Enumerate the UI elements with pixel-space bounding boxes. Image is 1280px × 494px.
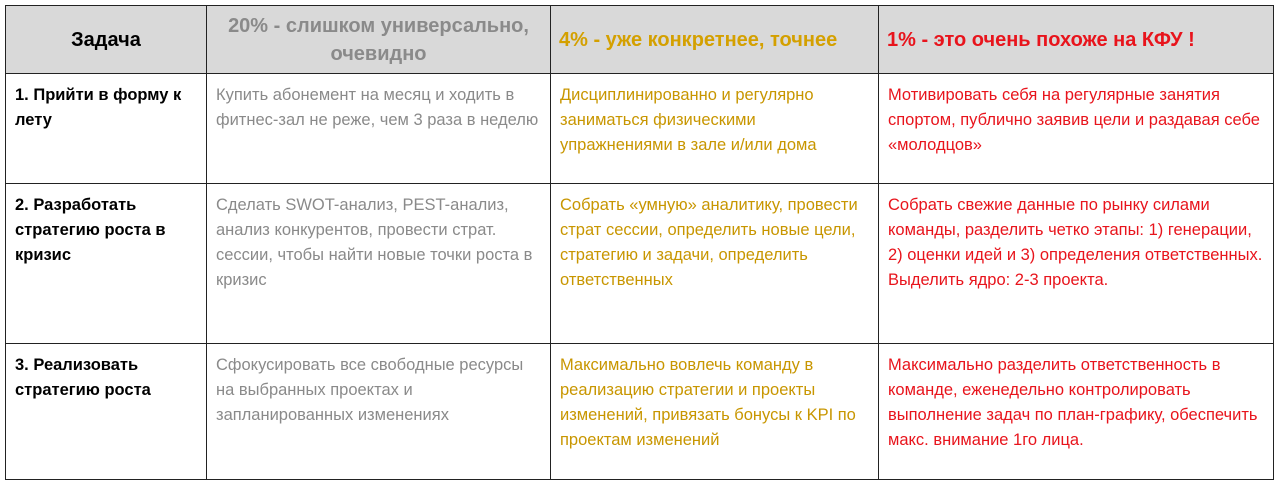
cell-4-percent: Максимально вовлечь команду в реализацию стратегии и проекты изменений, привязать бонусы к KPI по проектам изменений [551,344,879,480]
header-4-percent: 4% - уже конкретнее, точнее [551,6,879,74]
comparison-table-container [5,5,1273,484]
task-cell: 2. Разработать стратегию роста в кризис [6,184,207,344]
table-row [6,74,1274,184]
comparison-table [5,5,1274,480]
table-row [6,344,1274,480]
task-cell: 3. Реализовать стратегию роста [6,344,207,480]
cell-20-percent: Сделать SWOT-анализ, PEST-анализ, анализ конкурентов, провести страт. сессии, чтобы найти новые точки роста в кризис [207,184,551,344]
table-header-row [6,6,1274,74]
cell-4-percent: Дисциплинированно и регулярно заниматься физическими упражнениями в зале и/или дома [551,74,879,184]
cell-4-percent: Собрать «умную» аналитику, провести страт сессии, определить новые цели, стратегию и задачи, определить ответственных [551,184,879,344]
table-row [6,184,1274,344]
header-1-percent: 1% - это очень похоже на КФУ ! [879,6,1274,74]
cell-20-percent: Сфокусировать все свободные ресурсы на выбранных проектах и запланированных изменениях [207,344,551,480]
header-task: Задача [6,6,207,74]
cell-1-percent: Собрать свежие данные по рынку силами команды, разделить четко этапы: 1) генерации, 2) оценки идей и 3) определения ответственных. Выделить ядро: 2-3 проекта. [879,184,1274,344]
task-cell: 1. Прийти в форму к лету [6,74,207,184]
cell-20-percent: Купить абонемент на месяц и ходить в фитнес-зал не реже, чем 3 раза в неделю [207,74,551,184]
cell-1-percent: Мотивировать себя на регулярные занятия спортом, публично заявив цели и раздавая себе «молодцов» [879,74,1274,184]
cell-1-percent: Максимально разделить ответственность в команде, еженедельно контролировать выполнение задач по план-графику, обеспечить макс. внимание 1го лица. [879,344,1274,480]
header-20-percent: 20% - слишком универсально, очевидно [207,6,551,74]
